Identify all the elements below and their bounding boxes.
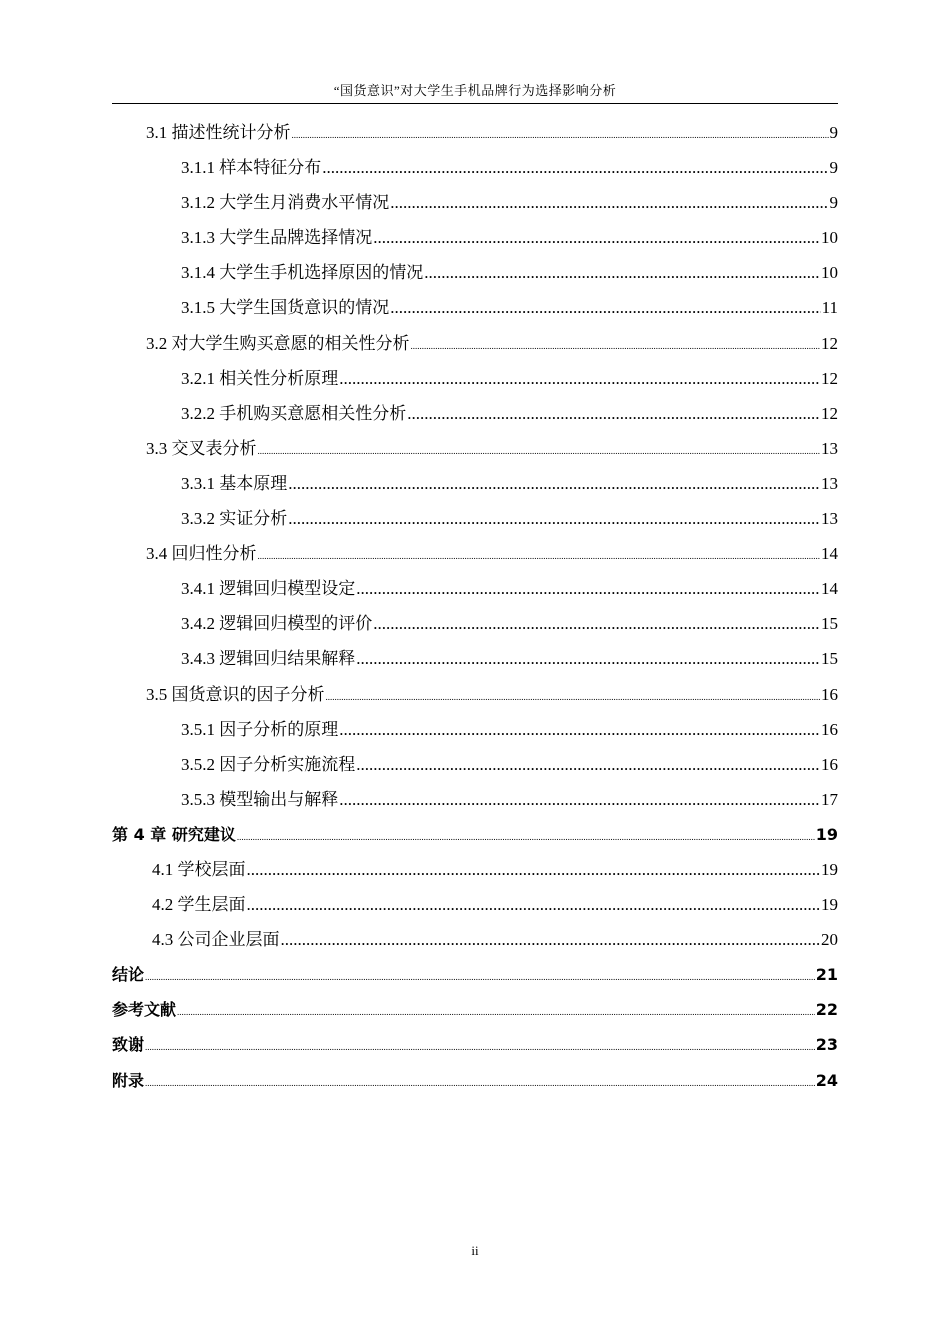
toc-entry-page-number: 15	[821, 649, 838, 669]
toc-entry-title: 3.1 描述性统计分析	[146, 123, 291, 142]
toc-entry-title: 3.3.1 基本原理	[181, 473, 288, 493]
toc-entry-title: 3.5.3 模型输出与解释	[181, 789, 339, 809]
toc-entry-title: 3.2 对大学生购买意愿的相关性分析	[146, 333, 410, 353]
toc-entry-title: 致谢	[112, 1035, 145, 1055]
toc-entry-page-number: 14	[821, 544, 838, 564]
toc-entry-title: 3.3.2 实证分析	[181, 509, 288, 529]
toc-entry[interactable]	[112, 957, 838, 992]
toc-dot-leader	[326, 680, 821, 715]
toc-entry[interactable]	[112, 396, 838, 431]
toc-dot-leader	[281, 922, 821, 957]
toc-entry-title: 3.1.2 大学生月消费水平情况	[181, 193, 390, 213]
toc-entry-title: 3.1.1 样本特征分布	[181, 158, 322, 178]
toc-entry-title: 3.4.2 逻辑回归模型的评价	[181, 614, 373, 634]
toc-entry[interactable]	[112, 817, 838, 852]
toc-entry[interactable]	[112, 185, 838, 220]
toc-dot-leader	[322, 150, 828, 185]
toc-entry[interactable]	[112, 747, 838, 782]
toc-entry[interactable]	[112, 501, 838, 536]
toc-entry-title: 3.4 回归性分析	[146, 544, 257, 564]
toc-entry-title: 3.1.4 大学生手机选择原因的情况	[181, 263, 424, 283]
toc-dot-leader	[288, 501, 820, 536]
toc-entry-page-number: 17	[821, 789, 838, 809]
toc-entry-page-number: 9	[829, 123, 838, 142]
toc-entry[interactable]	[112, 922, 838, 957]
toc-entry[interactable]	[112, 887, 838, 922]
toc-dot-leader	[145, 1066, 815, 1101]
toc-entry[interactable]	[112, 571, 838, 606]
toc-entry-title: 3.4.1 逻辑回归模型设定	[181, 579, 356, 599]
toc-entry-title: 结论	[112, 965, 145, 985]
toc-entry-title: 附录	[112, 1070, 145, 1090]
toc-entry-page-number: 14	[821, 579, 838, 599]
toc-dot-leader	[390, 290, 820, 325]
toc-entry-title: 3.2.2 手机购买意愿相关性分析	[181, 403, 407, 423]
toc-entry-title: 3.1.3 大学生品牌选择情况	[181, 228, 373, 248]
toc-entry-title: 3.5.2 因子分析实施流程	[181, 754, 356, 774]
toc-dot-leader	[145, 1030, 815, 1065]
toc-entry[interactable]	[112, 641, 838, 676]
toc-entry[interactable]	[112, 255, 838, 290]
toc-dot-leader	[373, 220, 820, 255]
toc-dot-leader	[145, 960, 815, 995]
toc-entry-page-number: 12	[821, 368, 838, 388]
toc-entry-title: 4.3 公司企业层面	[152, 930, 280, 950]
toc-entry-page-number: 9	[829, 158, 838, 178]
toc-entry[interactable]	[112, 677, 838, 712]
toc-entry-title: 3.5.1 因子分析的原理	[181, 719, 339, 739]
toc-entry[interactable]	[112, 1063, 838, 1098]
toc-entry-page-number: 22	[815, 1000, 838, 1020]
toc-entry-page-number: 19	[815, 824, 838, 844]
toc-entry-title: 3.3 交叉表分析	[146, 438, 257, 458]
toc-entry-title: 4.2 学生层面	[152, 895, 246, 915]
toc-entry[interactable]	[112, 712, 838, 747]
toc-entry[interactable]	[112, 782, 838, 817]
toc-dot-leader	[424, 255, 820, 290]
toc-entry[interactable]	[112, 115, 838, 150]
toc-dot-leader	[356, 641, 820, 676]
header-rule	[112, 103, 838, 104]
toc-entry-page-number: 10	[821, 263, 838, 283]
toc-entry-title: 4.1 学校层面	[152, 859, 246, 879]
toc-entry-page-number: 19	[821, 859, 838, 879]
toc-entry-title: 第 4 章 研究建议	[112, 824, 236, 844]
toc-entry[interactable]	[112, 431, 838, 466]
toc-dot-leader	[339, 361, 820, 396]
toc-entry-page-number: 13	[821, 473, 838, 493]
toc-entry[interactable]	[112, 290, 838, 325]
toc-dot-leader	[237, 820, 815, 855]
toc-entry-page-number: 19	[821, 895, 838, 915]
toc-entry[interactable]	[112, 536, 838, 571]
toc-entry-title: 3.2.1 相关性分析原理	[181, 368, 339, 388]
toc-dot-leader	[247, 887, 821, 922]
toc-entry[interactable]	[112, 852, 838, 887]
toc-entry-page-number: 21	[815, 965, 838, 985]
toc-entry-title: 3.4.3 逻辑回归结果解释	[181, 649, 356, 669]
toc-entry-page-number: 12	[821, 333, 838, 353]
toc-entry-page-number: 23	[815, 1035, 838, 1055]
toc-entry[interactable]	[112, 220, 838, 255]
toc-dot-leader	[247, 852, 821, 887]
toc-entry-page-number: 13	[821, 438, 838, 458]
toc-entry-page-number: 13	[821, 509, 838, 529]
toc-entry-title: 参考文献	[112, 1000, 177, 1020]
toc-entry-page-number: 10	[821, 228, 838, 248]
table-of-contents	[112, 115, 838, 1098]
toc-entry[interactable]	[112, 361, 838, 396]
toc-entry[interactable]	[112, 150, 838, 185]
toc-entry-page-number: 9	[829, 193, 838, 213]
toc-entry[interactable]	[112, 1027, 838, 1062]
toc-dot-leader	[258, 539, 821, 574]
toc-entry-page-number: 11	[821, 298, 838, 318]
toc-entry-page-number: 15	[821, 614, 838, 634]
toc-entry-title: 3.5 国货意识的因子分析	[146, 684, 325, 704]
toc-dot-leader	[339, 782, 820, 817]
toc-entry-page-number: 16	[821, 684, 838, 704]
toc-entry-page-number: 16	[821, 719, 838, 739]
running-header: “国货意识”对大学生手机品牌行为选择影响分析	[333, 83, 617, 98]
toc-dot-leader	[373, 606, 820, 641]
toc-dot-leader	[258, 434, 821, 469]
toc-dot-leader	[407, 396, 820, 431]
toc-dot-leader	[177, 995, 815, 1030]
toc-entry[interactable]	[112, 326, 838, 361]
toc-entry-page-number: 12	[821, 403, 838, 423]
toc-entry[interactable]	[112, 606, 838, 641]
toc-dot-leader	[356, 747, 820, 782]
toc-dot-leader	[288, 466, 820, 501]
toc-entry[interactable]	[112, 466, 838, 501]
toc-entry-page-number: 20	[821, 930, 838, 950]
toc-dot-leader	[292, 118, 829, 153]
toc-dot-leader	[390, 185, 828, 220]
toc-dot-leader	[411, 329, 821, 364]
page-number: ii	[471, 1243, 479, 1258]
toc-entry-page-number: 24	[815, 1070, 838, 1090]
toc-entry-page-number: 16	[821, 754, 838, 774]
toc-entry-title: 3.1.5 大学生国货意识的情况	[181, 298, 390, 318]
toc-entry[interactable]	[112, 992, 838, 1027]
toc-dot-leader	[356, 571, 820, 606]
toc-dot-leader	[339, 712, 820, 747]
